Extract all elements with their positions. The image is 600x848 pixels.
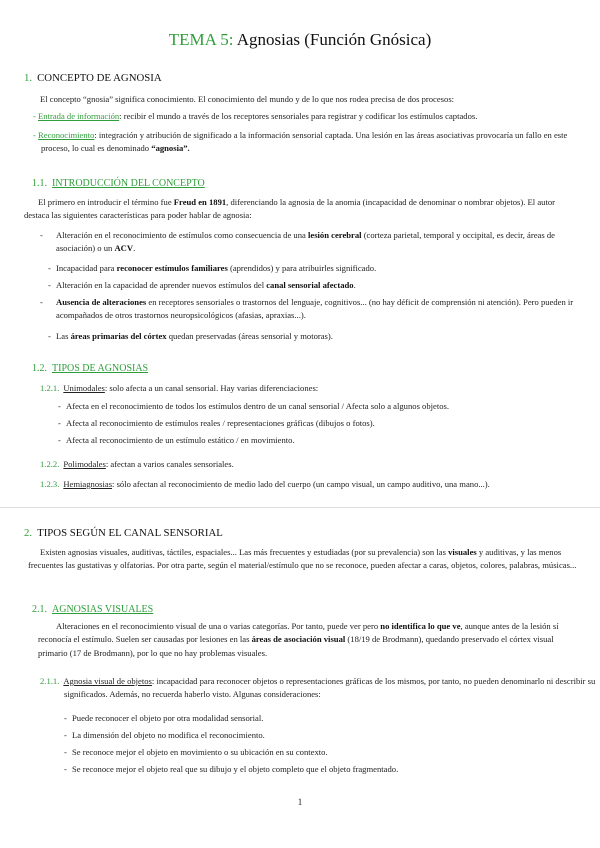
- section-2-1-number: 2.1.: [32, 604, 47, 615]
- text: y auditivas, y las menos frecuentes las gustativas y olfatorias. Por otra parte, según el material/estímulo que no se reconoce, pueden afectar a caras, objetos, colores, palabras, músicas...: [28, 547, 577, 571]
- subsection-number: 1.2.1.: [40, 383, 60, 393]
- bold: no identifica lo que ve: [380, 621, 461, 631]
- section-2-1-heading: [32, 603, 153, 616]
- section-2-paragraph: [28, 546, 586, 573]
- text: : incapacidad para reconocer objetos o representaciones gráficas de los mismos, por tanto, no pueden denominarlo ni describir su significados. Además, no recuerda haberlo visto. Algunas consideraciones:: [64, 676, 596, 700]
- polimodales-item: [40, 458, 580, 471]
- text: La dimensión del objeto no modifica el reconocimiento.: [72, 730, 265, 740]
- subsection-label: Hemiagnosias: [63, 479, 113, 489]
- text: : afectan a varios canales sensoriales.: [105, 459, 234, 469]
- title-accent: TEMA 5:: [168, 30, 234, 49]
- unimodales-sub-1: [58, 400, 578, 413]
- dash: -: [33, 130, 36, 140]
- text: : sólo afectan al reconocimiento de medio lado del cuerpo (un campo visual, un campo auditivo, una mano...).: [112, 479, 490, 489]
- text: .: [133, 243, 136, 254]
- text: (corteza parietal, temporal y occipital, es decir, áreas de asociación) o un: [56, 230, 555, 254]
- dash: -: [58, 401, 61, 411]
- consideration-2: [64, 729, 574, 742]
- subsection-number: 2.1.1.: [40, 676, 60, 686]
- entrada-link[interactable]: Entrada de información: [38, 111, 120, 121]
- unimodales-item: [40, 382, 580, 395]
- bold: Ausencia de alteraciones: [56, 297, 147, 307]
- text: Las: [56, 331, 71, 341]
- text: , aunque antes de la lesión sí reconocía el estímulo. Suelen ser causadas por lesiones en las: [38, 621, 559, 645]
- section-1-1-label: INTRODUCCIÓN DEL CONCEPTO: [52, 178, 205, 189]
- section-1-2-number: 1.2.: [32, 363, 47, 374]
- text: quedan preservadas (áreas sensorial y motoras).: [166, 331, 333, 341]
- bold: Freud en 1891: [173, 197, 227, 207]
- dash: -: [64, 730, 67, 740]
- section-2-label: TIPOS SEGÚN EL CANAL SENSORIAL: [37, 527, 223, 539]
- subsection-number: 1.2.2.: [40, 459, 60, 469]
- dash: -: [33, 111, 36, 121]
- dash: -: [48, 331, 51, 341]
- dash: -: [40, 230, 43, 240]
- subsection-label: Agnosia visual de objetos: [63, 676, 152, 686]
- text: Afecta en el reconocimiento de todos los estímulos dentro de un canal sensorial / Afecta solo a algunos objetos.: [66, 401, 450, 411]
- section-1-2-label: TIPOS DE AGNOSIAS: [52, 363, 149, 374]
- text: Se reconoce mejor el objeto real que su dibujo y el objeto completo que el objeto fragmentado.: [72, 764, 399, 774]
- text: Alteraciones en el reconocimiento visual de una o varias categorías. Por tanto, puede ver pero: [56, 621, 381, 631]
- item-text: : integración y atribución de significado a la información sensorial captada. Una lesión en las áreas asociativas provocaría un fallo en este proceso, lo cual es denominado: [41, 130, 568, 154]
- page-number: 1: [297, 797, 303, 807]
- section-1-2-heading: [32, 362, 148, 375]
- dash: -: [58, 418, 61, 428]
- text: .: [353, 280, 356, 290]
- section-1-1-item-1: [40, 229, 576, 256]
- consideration-1: [64, 712, 574, 725]
- bold: visuales: [448, 547, 477, 557]
- agnosia-visual-objetos-item: [40, 675, 600, 702]
- section-1-1-item-4: [40, 296, 576, 323]
- title-rest: Agnosias (Función Gnósica): [233, 30, 432, 49]
- bold: lesión cerebral: [308, 230, 362, 240]
- text: Existen agnosias visuales, auditivas, táctiles, espaciales... Las más frecuentes y estudiadas (por su prevalencia) son las: [40, 547, 449, 557]
- page-title: [0, 30, 600, 50]
- section-divider: [0, 507, 600, 508]
- text: en receptores sensoriales o trastornos del lenguaje, cognitivos... (no hay déficit de comprensión ni atención). Pero pueden ir acompañados de otros trastornos neuropsicológicos (afasias, apraxias...).: [56, 297, 574, 321]
- text: : solo afecta a un canal sensorial. Hay varias diferenciaciones:: [104, 383, 319, 393]
- subsection-number: 1.2.3.: [40, 479, 60, 489]
- dash: -: [64, 747, 67, 757]
- section-1-item-2: [33, 129, 586, 156]
- text: Puede reconocer el objeto por otra modalidad sensorial.: [72, 713, 264, 723]
- item-text: : recibir el mundo a través de los receptores sensoriales para registrar y codificar los estímulos captados.: [119, 111, 478, 121]
- dash: -: [48, 280, 51, 290]
- bold: áreas de asociación visual: [251, 634, 346, 645]
- dash: -: [64, 713, 67, 723]
- section-1-1-item-2: [48, 262, 568, 275]
- reconocimiento-link[interactable]: Reconocimiento: [38, 130, 95, 140]
- text: (aprendidos) y para atribuirles significado.: [227, 263, 377, 273]
- section-1-1-item-5: [48, 330, 568, 343]
- hemiagnosias-item: [40, 478, 585, 491]
- item-bold: “agnosia”.: [151, 143, 190, 154]
- section-2-1-label: AGNOSIAS VISUALES: [52, 604, 154, 615]
- text: , diferenciando la agnosia de la anomia (incapacidad de denominar o nombrar objetos). El autor destaca las siguientes características para poder hablar de agnosia:: [24, 197, 555, 221]
- section-2-1-paragraph: [38, 620, 583, 660]
- text: Incapacidad para: [56, 263, 117, 273]
- dash: -: [58, 435, 61, 445]
- consideration-3: [64, 746, 574, 759]
- section-1-item-1: [33, 110, 578, 123]
- subsection-label: Unimodales: [63, 383, 105, 393]
- section-1-1-paragraph: [24, 196, 580, 223]
- section-2-number: 2.: [24, 527, 33, 539]
- text: Alteración en la capacidad de aprender nuevos estímulos del: [56, 280, 267, 290]
- subsection-label: Polimodales: [63, 459, 106, 469]
- section-1-1-item-3: [48, 279, 568, 292]
- section-2-heading: [24, 527, 223, 540]
- dash: -: [48, 263, 51, 273]
- unimodales-sub-3: [58, 434, 578, 447]
- text: Afecta al reconocimiento de un estímulo estático / en movimiento.: [66, 435, 295, 445]
- section-1-label: CONCEPTO DE AGNOSIA: [37, 72, 162, 84]
- section-1-intro: El concepto “gnosia” significa conocimiento. El conocimiento del mundo y de lo que nos rodea precisa de dos procesos:: [40, 94, 455, 104]
- dash: -: [40, 297, 43, 307]
- text: El primero en introducir el término fue: [38, 197, 174, 207]
- section-1-1-heading: [32, 177, 205, 190]
- bold: canal sensorial afectado: [266, 280, 354, 290]
- section-1-heading: [24, 72, 162, 85]
- text: Se reconoce mejor el objeto en movimiento o su ubicación en su contexto.: [72, 747, 328, 757]
- section-1-number: 1.: [24, 72, 33, 84]
- unimodales-sub-2: [58, 417, 578, 430]
- consideration-4: [64, 763, 584, 776]
- bold: reconocer estímulos familiares: [116, 263, 228, 273]
- bold: áreas primarias del córtex: [70, 331, 167, 341]
- text: (18/19 de Brodmann), quedando preservado el córtex visual primario (17 de Brodmann), por lo que no hay problemas visuales.: [38, 634, 554, 658]
- bold: ACV: [114, 243, 134, 254]
- text: Alteración en el reconocimiento de estímulos como consecuencia de una: [56, 230, 308, 240]
- text: Afecta al reconocimiento de estímulos reales / representaciones gráficas (dibujos o fotos).: [66, 418, 375, 428]
- dash: -: [64, 764, 67, 774]
- section-1-1-number: 1.1.: [32, 178, 47, 189]
